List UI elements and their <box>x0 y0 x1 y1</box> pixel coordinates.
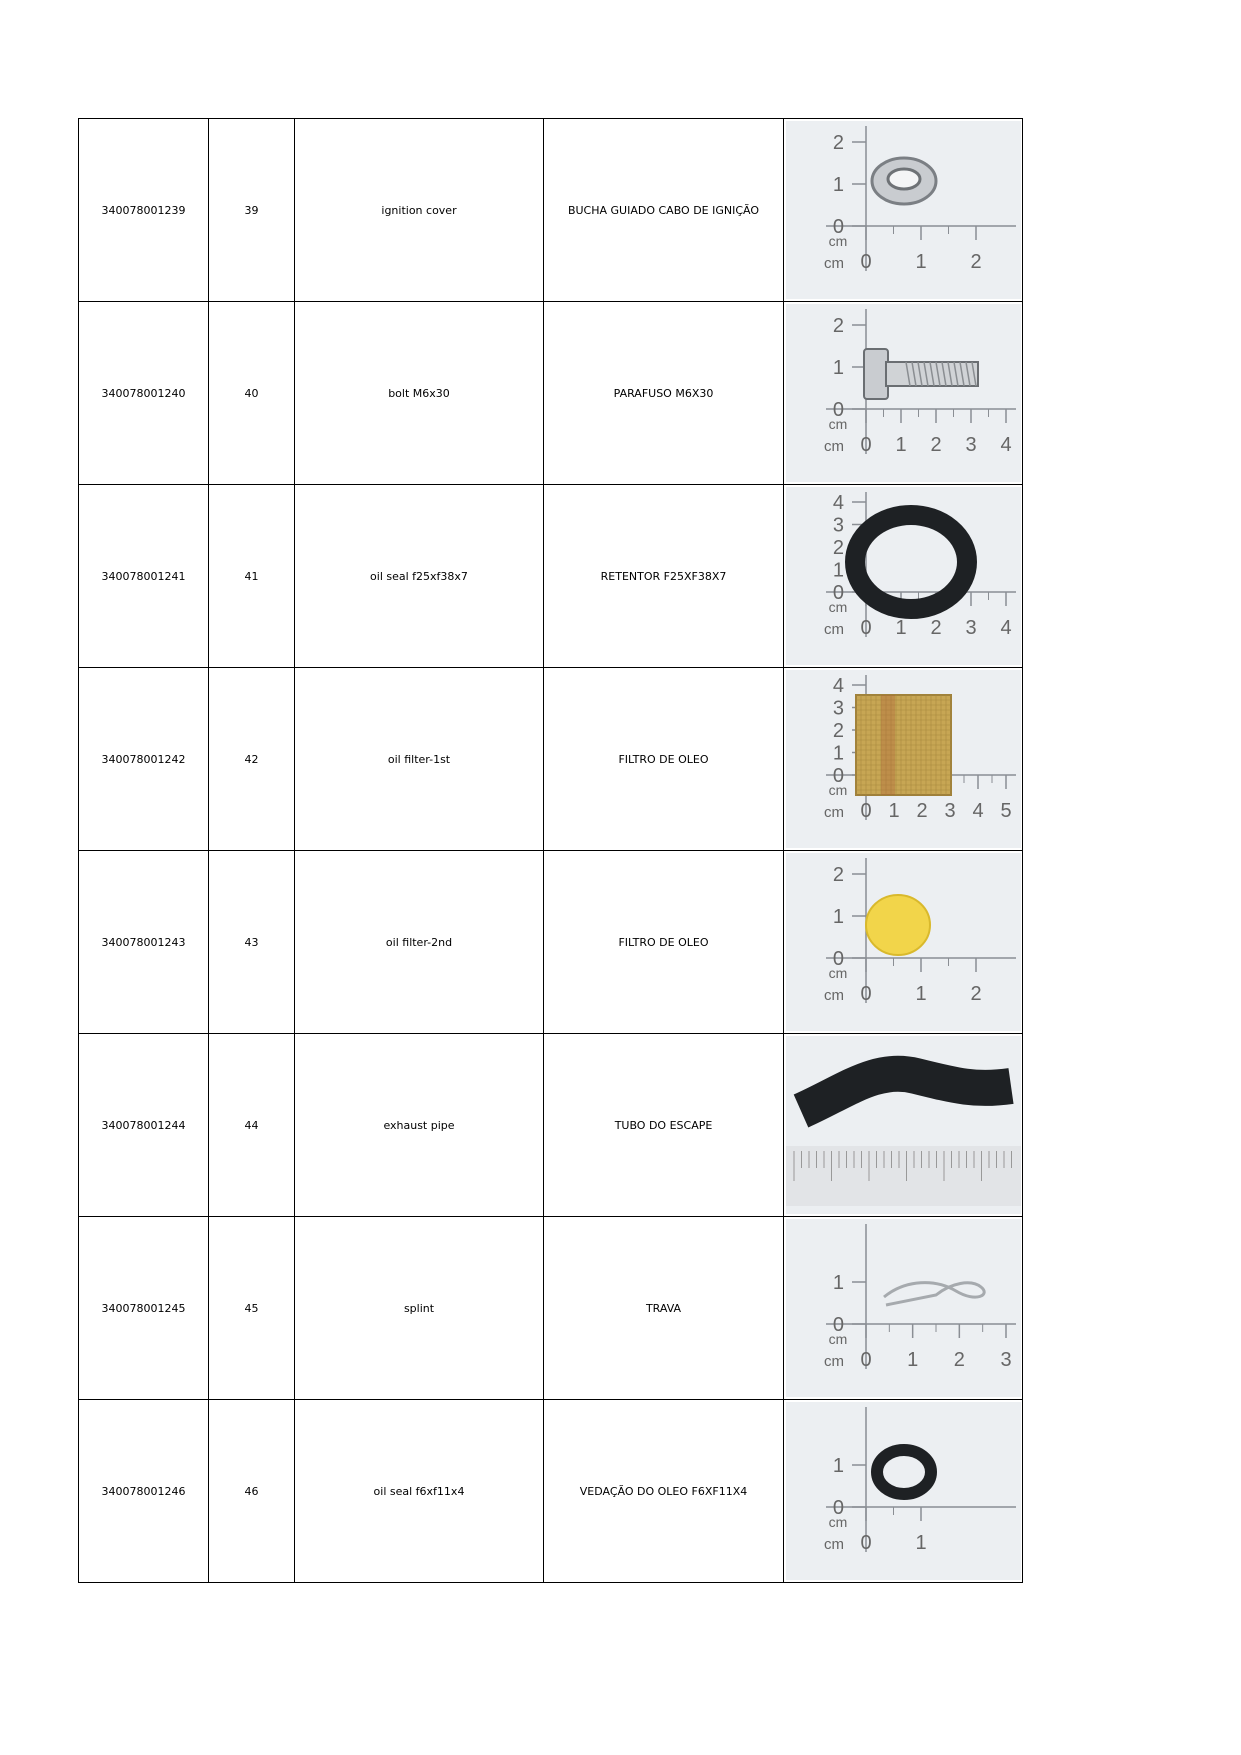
y-tick-label: 0 <box>832 765 844 787</box>
part-code: 340078001246 <box>79 1400 209 1583</box>
description-english: bolt M6x30 <box>295 302 544 485</box>
part-photo-graphic <box>786 1219 1021 1397</box>
part-photo <box>784 1034 1023 1217</box>
part-code: 340078001242 <box>79 668 209 851</box>
part-code: 340078001239 <box>79 119 209 302</box>
x-tick-label: 0 <box>859 434 872 456</box>
y-tick-label: 2 <box>832 537 844 559</box>
x-tick-label: 1 <box>914 1532 927 1554</box>
x-tick-label: 2 <box>969 983 982 1005</box>
part-code: 340078001244 <box>79 1034 209 1217</box>
y-tick-label: 0 <box>832 948 844 970</box>
description-portuguese: TUBO DO ESCAPE <box>544 1034 784 1217</box>
x-tick-label: 5 <box>999 800 1012 822</box>
part-photo-graphic <box>786 1402 1021 1580</box>
x-tick-label: 0 <box>859 800 872 822</box>
description-english: oil filter-1st <box>295 668 544 851</box>
description-portuguese: TRAVA <box>544 1217 784 1400</box>
part-photo-graphic <box>786 670 1021 848</box>
part-photo <box>784 1217 1023 1400</box>
unit-label: cm <box>828 965 847 981</box>
y-tick-label: 2 <box>832 315 844 337</box>
y-tick-label: 0 <box>832 216 844 238</box>
part-photo <box>784 851 1023 1034</box>
table-row <box>79 302 1023 485</box>
y-tick-label: 2 <box>832 720 844 742</box>
unit-label: cm <box>823 255 844 272</box>
y-tick-label: 1 <box>832 906 844 928</box>
position-number: 39 <box>209 119 295 302</box>
y-tick-label: 0 <box>832 1497 844 1519</box>
part-photo <box>784 668 1023 851</box>
x-tick-label: 1 <box>914 983 927 1005</box>
x-tick-label: 4 <box>999 617 1012 639</box>
position-number: 40 <box>209 302 295 485</box>
x-tick-label: 2 <box>929 434 942 456</box>
position-number: 41 <box>209 485 295 668</box>
description-portuguese: RETENTOR F25XF38X7 <box>544 485 784 668</box>
description-portuguese: FILTRO DE OLEO <box>544 851 784 1034</box>
table-row <box>79 668 1023 851</box>
x-tick-label: 0 <box>859 1532 872 1554</box>
unit-label: cm <box>828 1331 847 1347</box>
unit-label: cm <box>828 416 847 432</box>
part-photo <box>784 119 1023 302</box>
washer-icon <box>872 158 936 204</box>
y-tick-label: 3 <box>832 514 844 537</box>
unit-label: cm <box>828 782 847 798</box>
unit-label: cm <box>823 1536 844 1553</box>
table-row <box>79 485 1023 668</box>
position-number: 45 <box>209 1217 295 1400</box>
x-tick-label: 0 <box>859 617 872 639</box>
description-portuguese: VEDAÇÃO DO OLEO F6XF11X4 <box>544 1400 784 1583</box>
x-tick-label: 1 <box>894 434 907 456</box>
description-portuguese: PARAFUSO M6X30 <box>544 302 784 485</box>
position-number: 44 <box>209 1034 295 1217</box>
y-tick-label: 0 <box>832 582 844 604</box>
x-tick-label: 3 <box>964 434 977 456</box>
part-photo-graphic <box>786 1036 1021 1214</box>
description-english: splint <box>295 1217 544 1400</box>
x-tick-label: 0 <box>859 251 872 273</box>
y-tick-label: 1 <box>832 559 844 582</box>
x-tick-label: 4 <box>999 434 1012 456</box>
x-tick-label: 1 <box>914 251 927 273</box>
part-code: 340078001240 <box>79 302 209 485</box>
y-tick-label: 1 <box>832 1455 844 1477</box>
table-row <box>79 1217 1023 1400</box>
x-tick-label: 2 <box>929 617 942 639</box>
y-tick-label: 0 <box>832 399 844 421</box>
foam-filter-icon <box>866 895 930 955</box>
unit-label: cm <box>823 987 844 1004</box>
part-code: 340078001241 <box>79 485 209 668</box>
x-tick-label: 2 <box>953 1349 965 1371</box>
unit-label: cm <box>823 1353 844 1370</box>
part-photo-graphic <box>786 304 1021 482</box>
part-photo-graphic <box>786 487 1021 665</box>
part-photo-graphic <box>786 853 1021 1031</box>
x-tick-label: 3 <box>943 800 956 822</box>
unit-label: cm <box>828 233 847 249</box>
part-code: 340078001243 <box>79 851 209 1034</box>
y-tick-label: 0 <box>832 1314 844 1336</box>
y-tick-label: 1 <box>832 742 844 765</box>
position-number: 43 <box>209 851 295 1034</box>
description-portuguese: BUCHA GUIADO CABO DE IGNIÇÃO <box>544 119 784 302</box>
x-tick-label: 0 <box>859 1349 872 1371</box>
description-portuguese: FILTRO DE OLEO <box>544 668 784 851</box>
description-english: ignition cover <box>295 119 544 302</box>
part-photo <box>784 485 1023 668</box>
description-english: exhaust pipe <box>295 1034 544 1217</box>
y-tick-label: 1 <box>832 357 844 379</box>
position-number: 46 <box>209 1400 295 1583</box>
x-tick-label: 1 <box>906 1349 918 1371</box>
y-tick-label: 2 <box>832 864 844 886</box>
part-photo <box>784 1400 1023 1583</box>
description-english: oil seal f25xf38x7 <box>295 485 544 668</box>
y-tick-label: 1 <box>832 1272 844 1294</box>
y-tick-label: 2 <box>832 132 844 154</box>
x-tick-label: 1 <box>887 800 900 822</box>
x-tick-label: 2 <box>915 800 928 822</box>
unit-label: cm <box>823 804 844 821</box>
y-tick-label: 3 <box>832 697 844 720</box>
x-tick-label: 1 <box>894 617 907 639</box>
x-tick-label: 3 <box>964 617 977 639</box>
x-tick-label: 0 <box>859 983 872 1005</box>
y-tick-label: 4 <box>832 675 844 697</box>
parts-table <box>78 118 1023 1583</box>
part-photo-graphic <box>786 121 1021 299</box>
unit-label: cm <box>828 599 847 615</box>
table-row <box>79 1034 1023 1217</box>
mesh-filter-icon <box>856 695 951 795</box>
x-tick-label: 3 <box>999 1349 1012 1371</box>
y-tick-label: 1 <box>832 174 844 196</box>
x-tick-label: 2 <box>969 251 982 273</box>
part-code: 340078001245 <box>79 1217 209 1400</box>
description-english: oil filter-2nd <box>295 851 544 1034</box>
part-photo <box>784 302 1023 485</box>
x-tick-label: 4 <box>971 800 984 822</box>
unit-label: cm <box>823 438 844 455</box>
y-tick-label: 4 <box>832 492 844 514</box>
position-number: 42 <box>209 668 295 851</box>
unit-label: cm <box>828 1514 847 1530</box>
table-row <box>79 119 1023 302</box>
table-row <box>79 1400 1023 1583</box>
unit-label: cm <box>823 621 844 638</box>
table-row <box>79 851 1023 1034</box>
description-english: oil seal f6xf11x4 <box>295 1400 544 1583</box>
